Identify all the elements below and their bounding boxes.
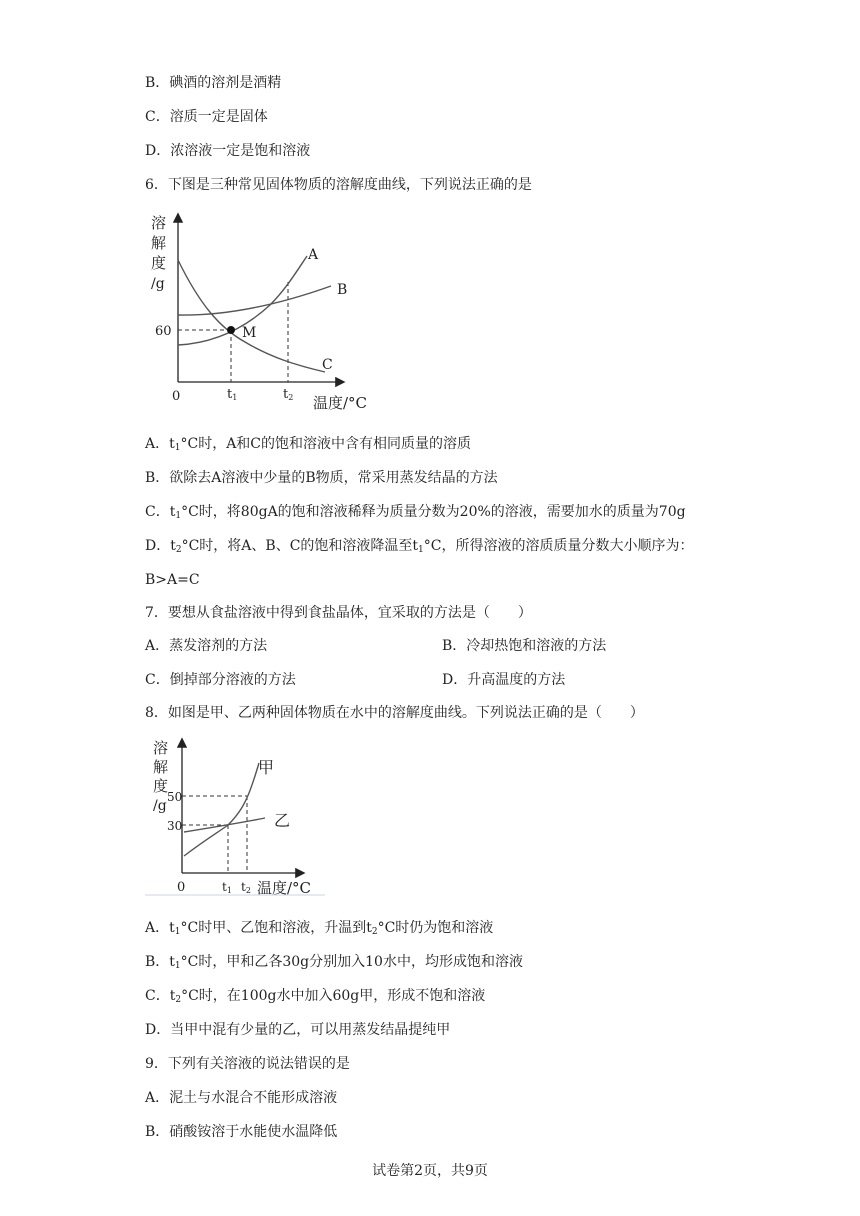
q6-ylabel-4: /g: [151, 276, 165, 292]
q7-stem: 7．要想从食盐溶液中得到食盐晶体，宜采取的方法是（ ）: [145, 605, 532, 621]
q5-option-b: B．碘酒的溶剂是酒精: [145, 75, 282, 91]
q8-ylabel-1: 溶: [153, 739, 169, 757]
q5-option-c: C．溶质一定是固体: [145, 109, 268, 125]
q8-ylabel-4: /g: [153, 798, 167, 814]
q9-option-a: A．泥土与水混合不能形成溶液: [145, 1090, 338, 1106]
q7-option-b: B．冷却热饱和溶液的方法: [442, 638, 607, 654]
q6-curve-c: [178, 260, 325, 372]
q6-solubility-figure: [145, 210, 375, 415]
q8-curve-jia: [184, 763, 259, 856]
q6-option-d: D．$t_2^\circ C$时，将A、B、C的饱和溶液降温至$t_1^\circ C$，所得溶液的溶质质量分数大小顺序为：: [145, 538, 694, 555]
q8-origin: 0: [177, 880, 186, 895]
q6-point-m: [227, 326, 235, 334]
q6-xtick-t1: t1: [227, 387, 238, 402]
q8-label-jia: 甲: [258, 758, 275, 777]
q8-solubility-figure: [145, 735, 330, 900]
page-footer: 试卷第2页，共9页: [372, 1163, 488, 1179]
q8-stem: 8．如图是甲、乙两种固体物质在水中的溶解度曲线。下列说法正确的是（ ）: [145, 705, 644, 721]
q6-xlabel: 温度/°C: [313, 394, 368, 412]
q8-label-yi: 乙: [274, 811, 291, 830]
q6-label-m: M: [242, 325, 257, 341]
q8-xlabel: 温度/°C: [257, 879, 312, 897]
q8-option-c: C．$t_2^\circ C$时，在100g水中加入60g甲，形成不饱和溶液: [145, 988, 486, 1005]
q6-ytick-60: 60: [155, 324, 172, 339]
q6-option-c: C．$t_1^\circ C$时，将80gA的饱和溶液稀释为质量分数为20%的溶液，需要加水的质量为70g: [145, 504, 686, 521]
q6-option-d-continued: B>A=C: [145, 572, 200, 588]
q6-option-b: B．欲除去A溶液中少量的B物质，常采用蒸发结晶的方法: [145, 470, 498, 486]
q8-ylabel-3: 度: [153, 777, 169, 795]
q6-ylabel-3: 度: [151, 254, 167, 272]
q5-option-d: D．浓溶液一定是饱和溶液: [145, 143, 311, 159]
q8-xtick-t2: t2: [241, 880, 251, 895]
q9-stem: 9．下列有关溶液的说法错误的是: [145, 1056, 350, 1072]
q6-ylabel-2: 解: [151, 234, 167, 252]
q6-ylabel-1: 溶: [151, 214, 167, 232]
q7-option-a: A．蒸发溶剂的方法: [145, 638, 268, 654]
q8-option-d: D．当甲中混有少量的乙，可以用蒸发结晶提纯甲: [145, 1022, 451, 1038]
q6-option-a: A．$t_1^\circ C$时，A和C的饱和溶液中含有相同质量的溶质: [145, 436, 472, 453]
q8-option-b: B．$t_1^\circ C$时，甲和乙各30g分别加入10水中，均形成饱和溶液: [145, 954, 523, 971]
q8-ytick-30: 30: [167, 819, 183, 833]
q8-ytick-50: 50: [167, 790, 183, 804]
q6-label-a: A: [308, 247, 319, 263]
q8-ylabel-2: 解: [153, 758, 169, 776]
q9-option-b: B．硝酸铵溶于水能使水温降低: [145, 1124, 338, 1140]
q6-origin: 0: [172, 389, 181, 404]
q8-option-a: A．$t_1^\circ C$时甲、乙饱和溶液，升温到$t_2^\circ C$时仍为饱和溶液: [145, 920, 494, 937]
q6-xtick-t2: t2: [283, 387, 294, 402]
q6-label-c: C: [322, 357, 333, 373]
q6-label-b: B: [337, 282, 348, 298]
q7-option-d: D．升高温度的方法: [442, 672, 566, 688]
q8-xtick-t1: t1: [222, 880, 232, 895]
q6-stem: 6．下图是三种常见固体物质的溶解度曲线，下列说法正确的是: [145, 177, 532, 193]
q7-option-c: C．倒掉部分溶液的方法: [145, 672, 296, 688]
